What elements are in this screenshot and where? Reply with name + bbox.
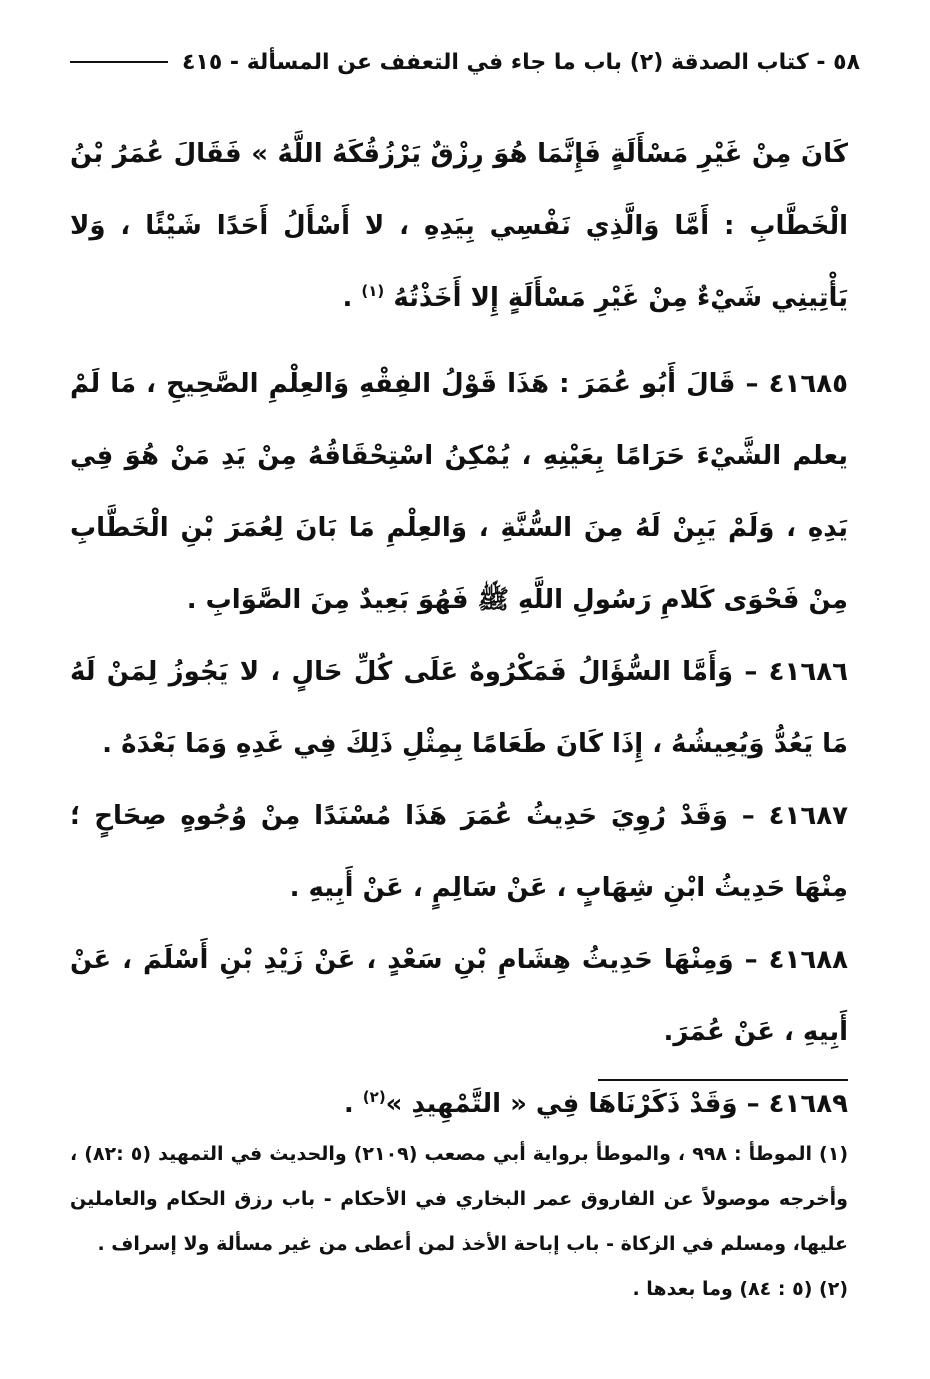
paragraph-lead: قَالَ أَبُو عُمَرَ [579, 369, 736, 399]
paragraph-41687 [70, 780, 848, 924]
paragraph-number: ٤١٦٨٥ [768, 369, 848, 399]
paragraph-number: ٤١٦٨٧ [768, 801, 848, 831]
footnote-2: (٢) (٥ : ٨٤) وما بعدها . [632, 1278, 848, 1300]
paragraph-text: : هَذَا قَوْلُ الفِقْهِ وَالعِلْمِ الصَّحِيحِ ، مَا لَمْ يعلم الشَّيْءَ حَرَامًا بِعَيْنِهِ ، يُمْكِنُ اسْتِحْقَاقُهُ مِنْ يَدِ مَنْ هُوَ فِي يَدِهِ ، وَلَمْ يَبِنْ لَهُ مِنَ السُّنَّةِ ، وَالعِلْمِ مَا بَانَ لِعُمَرَ بْنِ الْخَطَّابِ مِنْ فَحْوَى كَلامِ رَسُولِ اللَّهِ ﷺ فَهُوَ بَعِيدٌ مِنَ الصَّوَابِ . [70, 369, 848, 615]
footnote-ref-1[interactable]: (١) [361, 282, 385, 300]
dash: – [727, 801, 769, 831]
paragraph-41688 [70, 924, 848, 1068]
paragraph-text: وَأَمَّا السُّؤَالُ فَمَكْرُوهٌ عَلَى كُلِّ حَالٍ ، لا يَجُوزُ لِمَنْ لَهُ مَا يَعُدُّ وَيُعِيشُهُ ، إِذَا كَانَ طَعَامًا بِمِثْلِ ذَلِكَ فِي غَدِهِ وَمَا بَعْدَهُ . [70, 657, 848, 759]
header-rule [70, 61, 168, 63]
paragraph-41685 [70, 348, 848, 636]
main-text [70, 118, 848, 1140]
paragraph-number: ٤١٦٨٩ [768, 1089, 848, 1119]
paragraph-text: وَقَدْ ذَكَرْنَاهَا فِي « التَّمْهِيدِ » [385, 1089, 738, 1119]
intro-text: كَانَ مِنْ غَيْرِ مَسْأَلَةٍ فَإِنَّمَا هُوَ رِزْقٌ يَرْزُقُكَهُ اللَّهُ » فَقَالَ عُمَرُ بْنُ الْخَطَّابِ : أَمَّا وَالَّذِي نَفْسِي بِيَدِهِ ، لا أَسْأَلُ أَحَدًا شَيْئًا ، وَلا يَأْتِينِي شَيْءٌ مِنْ غَيْرِ مَسْأَلَةٍ إِلا أَخَذْتُهُ [70, 139, 848, 313]
footnote-rule [598, 1079, 848, 1081]
dash: – [733, 945, 769, 975]
dash: – [733, 657, 769, 687]
footnote-ref-2[interactable]: (٢) [362, 1088, 386, 1106]
paragraph-number: ٤١٦٨٨ [768, 945, 848, 975]
paragraph-number: ٤١٦٨٦ [768, 657, 848, 687]
dash: – [735, 369, 769, 399]
intro-end: . [342, 283, 353, 313]
paragraph-41686 [70, 636, 848, 780]
footnotes [70, 1132, 848, 1312]
paragraph-text: وَقَدْ رُوِيَ حَدِيثُ عُمَرَ هَذَا مُسْنَدًا مِنْ وُجُوهٍ صِحَاحٍ ؛ مِنْهَا حَدِيثُ ابْنِ شِهَابٍ ، عَنْ سَالِمٍ ، عَنْ أَبِيهِ . [70, 801, 848, 903]
header-title: ٥٨ - كتاب الصدقة (٢) باب ما جاء في التعفف عن المسألة - ٤١٥ [181, 49, 860, 75]
paragraph-end: . [343, 1089, 363, 1119]
intro-paragraph [70, 118, 848, 334]
footnote-1: (١) الموطأ : ٩٩٨ ، والموطأ برواية أبي مصعب (٢١٠٩) والحديث في التمهيد (٥ :٨٢) ، وأخرجه موصولاً عن الفاروق عمر البخاري في الأحكام - باب رزق الحكام والعاملين عليها، ومسلم في الزكاة - باب إباحة الأخذ لمن أعطى من غير مسألة ولا إسراف . [70, 1143, 849, 1255]
paragraph-text: وَمِنْهَا حَدِيثُ هِشَامِ بْنِ سَعْدٍ ، عَنْ زَيْدِ بْنِ أَسْلَمَ ، عَنْ أَبِيهِ ، عَنْ عُمَرَ. [70, 945, 848, 1047]
running-header [70, 42, 860, 82]
dash: – [737, 1089, 769, 1119]
